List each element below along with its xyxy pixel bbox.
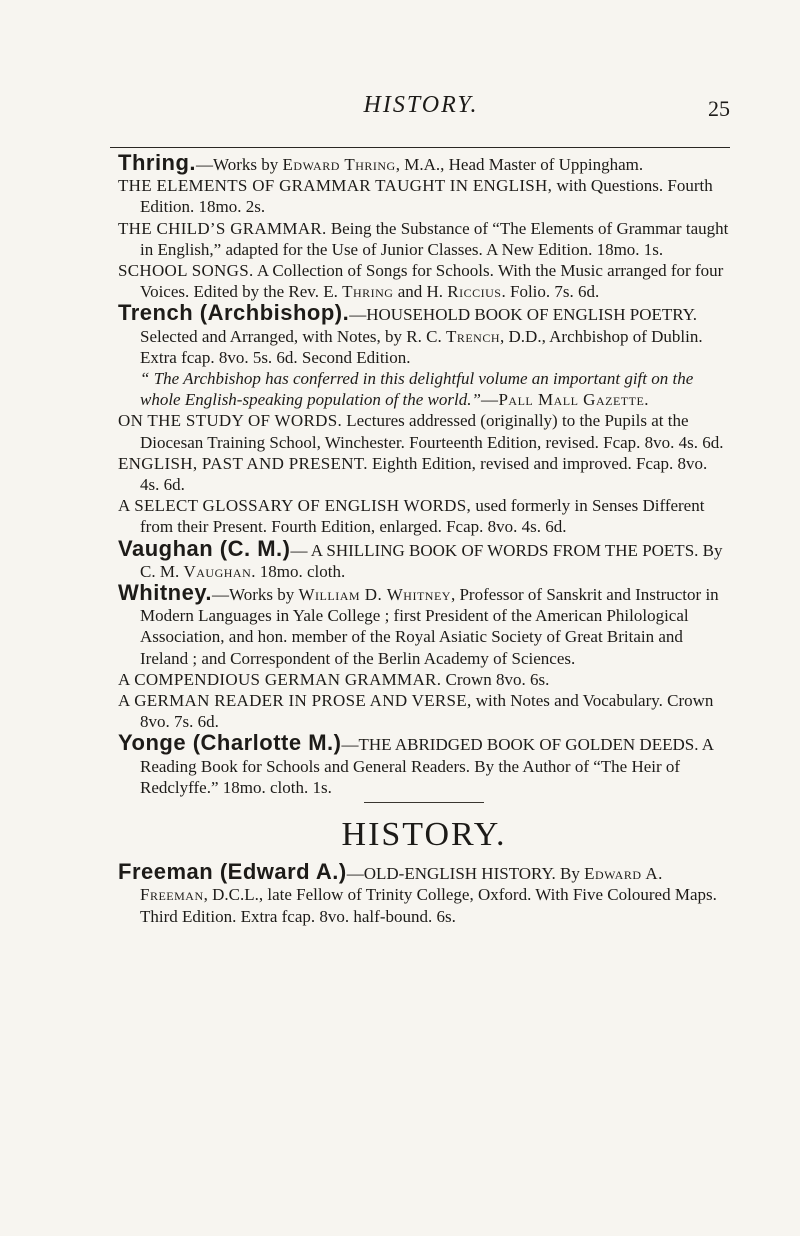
entry-childs-grammar: THE CHILD’S GRAMMAR. Being the Substance of “The Elements of Grammar taught in English,” adapted for the Use of Junior Classes. A New Edition. 18mo. 1s.	[118, 218, 729, 259]
entry-vaughan: Vaughan (C. M.)— A SHILLING BOOK OF WORDS FROM THE POETS. By C. M. Vaughan. 18mo. cloth.	[118, 535, 723, 581]
section-divider	[364, 802, 484, 803]
running-head	[112, 92, 730, 132]
section-heading-history: HISTORY.	[341, 816, 507, 854]
entry-school-songs: SCHOOL SONGS. A Collection of Songs for Schools. With the Music arranged for four Voices. Edited by the Rev. E. Thring and H. Riccius. Folio. 7s. 6d.	[118, 261, 724, 302]
entry-study-of-words: ON THE STUDY OF WORDS. Lectures addressed (originally) to the Pupils at the Diocesan Training School, Winchester. Fourteenth Edition, revised. Fcap. 8vo. 4s. 6d.	[118, 411, 724, 452]
entry-trench-quote: “ The Archbishop has conferred in this delightful volume an important gift on the whole English-speaking population of the world.”—Pall Mall Gazette.	[140, 369, 694, 410]
entry-elements-of-grammar: THE ELEMENTS OF GRAMMAR TAUGHT IN ENGLISH, with Questions. Fourth Edition. 18mo. 2s.	[118, 176, 713, 217]
page-number: 25	[708, 96, 730, 121]
entry-english-past-present: ENGLISH, PAST AND PRESENT. Eighth Edition, revised and improved. Fcap. 8vo. 4s. 6d.	[118, 453, 708, 495]
catalogue-text	[118, 152, 730, 927]
entry-freeman: Freeman (Edward A.)—OLD-ENGLISH HISTORY. By Edward A. Freeman, D.C.L., late Fellow of Trinity College, Oxford. With Five Coloured Maps. Third Edition. Extra fcap. 8vo. half-bound. 6s.	[118, 859, 717, 926]
entry-compendious-german-grammar: A COMPENDIOUS GERMAN GRAMMAR. Crown 8vo. 6s.	[118, 669, 550, 689]
entry-yonge: Yonge (Charlotte M.)—THE ABRIDGED BOOK OF GOLDEN DEEDS. A Reading Book for Schools and General Readers. By the Author of “The Heir of Redclyffe.” 18mo. cloth. 1s.	[118, 730, 714, 797]
entry-whitney: Whitney.—Works by William D. Whitney, Professor of Sanskrit and Instructor in Modern Languages in Yale College ; first President of the American Philological Association, and hon. member of the Royal Asiatic Society of Great Britain and Ireland ; and Correspondent of the Berlin Academy of Sciences.	[118, 580, 719, 668]
entry-select-glossary: A SELECT GLOSSARY OF ENGLISH WORDS, used formerly in Senses Different from their Present. Fourth Edition, enlarged. Fcap. 8vo. 4s. 6d.	[118, 496, 705, 537]
entry-trench: Trench (Archbishop).—HOUSEHOLD BOOK OF ENGLISH POETRY. Selected and Arranged, with Notes, by R. C. Trench, D.D., Archbishop of Dublin. Extra fcap. 8vo. 5s. 6d. Second Edition.	[118, 300, 703, 367]
header-rule	[110, 147, 730, 148]
entry-german-reader: A GERMAN READER IN PROSE AND VERSE, with Notes and Vocabulary. Crown 8vo. 7s. 6d.	[118, 691, 714, 732]
running-title: HISTORY.	[363, 92, 479, 118]
entry-thring: Thring.—Works by Edward Thring, M.A., Head Master of Uppingham.	[118, 150, 644, 175]
